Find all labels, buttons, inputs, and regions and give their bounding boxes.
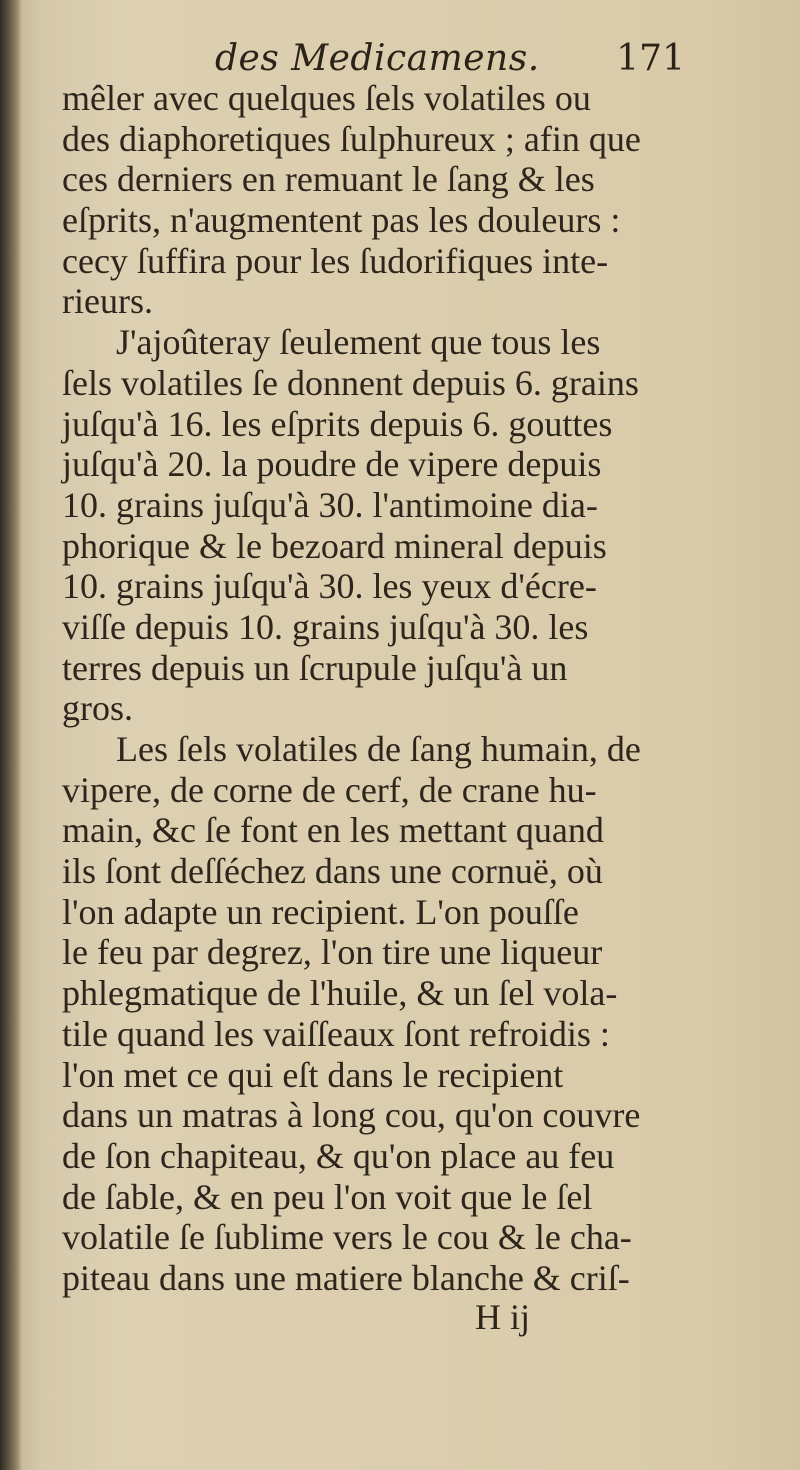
text-line: piteau dans une matiere blanche & criſ- — [62, 1257, 630, 1298]
text-line: phlegmatique de l'huile, & un ſel vola- — [62, 973, 618, 1014]
text-line: eſprits, n'augmentent pas les douleurs : — [62, 200, 621, 241]
text-line: juſqu'à 20. la poudre de vipere depuis — [62, 444, 602, 485]
text-line: gros. — [62, 688, 133, 729]
text-line: rieurs. — [62, 281, 153, 322]
text-line: de ſon chapiteau, & qu'on place au feu — [62, 1135, 615, 1176]
text-line: cecy ſuffira pour les ſudorifiques inte- — [62, 240, 609, 281]
text-line: Les ſels volatiles de ſang humain, de — [116, 729, 641, 769]
text-line: volatile ſe ſublime vers le cou & le cha- — [62, 1217, 632, 1258]
text-line: mêler avec quelques ſels volatiles ou — [62, 78, 591, 118]
text-line: tile quand les vaiſſeaux ſont refroidis : — [62, 1013, 610, 1054]
text-line: ils ſont deſſéchez dans une cornuë, où — [62, 851, 603, 892]
page-binding-shadow — [0, 0, 22, 1470]
text-line: phorique & le bezoard mineral depuis — [62, 525, 607, 566]
text-line: l'on met ce qui eſt dans le recipient — [62, 1054, 564, 1095]
text-line: 10. grains juſqu'à 30. les yeux d'écre- — [62, 566, 597, 607]
text-line: 10. grains juſqu'à 30. l'antimoine dia- — [62, 484, 598, 525]
text-line: de ſable, & en peu l'on voit que le ſel — [62, 1176, 593, 1217]
text-line: terres depuis un ſcrupule juſqu'à un — [62, 647, 568, 688]
printer-signature: H ij — [475, 1297, 531, 1337]
text-line: J'ajoûteray ſeulement que tous les — [116, 322, 601, 363]
text-line: main, &c ſe font en les mettant quand — [62, 810, 604, 851]
text-line: des diaphoretiques ſulphureux ; afin que — [62, 118, 641, 159]
text-line: vipere, de corne de cerf, de crane hu- — [62, 769, 597, 810]
page-number: 171 — [616, 38, 685, 79]
body-text — [62, 78, 682, 1299]
text-line: ſels volatiles ſe donnent depuis 6. grains — [62, 362, 639, 403]
text-line: le feu par degrez, l'on tire une liqueur — [62, 932, 603, 973]
text-line: l'on adapte un recipient. L'on pouſſe — [62, 891, 579, 932]
running-title: des Medicamens. — [215, 38, 540, 79]
text-line: dans un matras à long cou, qu'on couvre — [62, 1095, 641, 1136]
text-line: juſqu'à 16. les eſprits depuis 6. gouttes — [62, 403, 613, 444]
text-line: ces derniers en remuant le ſang & les — [62, 159, 595, 200]
text-line: viſſe depuis 10. grains juſqu'à 30. les — [62, 606, 589, 647]
